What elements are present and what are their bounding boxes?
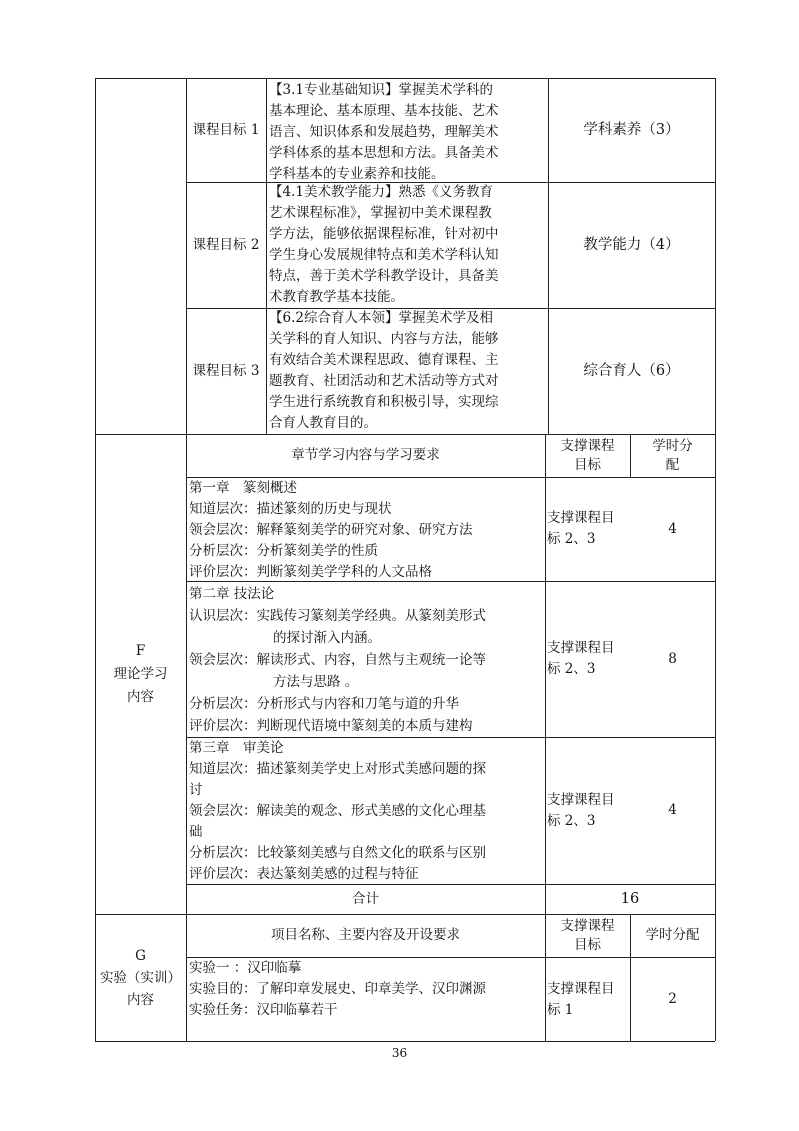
text-line: 基本理论、基本原理、基本技能、艺术 <box>269 103 499 119</box>
text-line: 有效结合美术课程思政、德育课程、主 <box>269 352 499 368</box>
text-line: 评价层次：判断现代语境中篆刻美的本质与建构 <box>189 718 473 734</box>
text-line: 【4.1美术教学能力】熟悉《义务教育 <box>269 184 493 200</box>
chapter-support: 支撑课程目 标 2、3 <box>547 640 615 677</box>
goal-description <box>267 80 548 185</box>
text-line: 知道层次：描述篆刻的历史与现状 <box>189 501 392 517</box>
text-line: 学科基本的专业素养和技能。 <box>269 166 445 182</box>
practice-item-hours: 2 <box>668 990 677 1007</box>
text-line: 【3.1专业基础知识】掌握美术学科的 <box>269 82 493 98</box>
goal-description <box>267 308 548 434</box>
chapter-content <box>187 738 545 885</box>
text-line: 学生进行系统教育和积极引导，实现综 <box>269 394 499 410</box>
text-line: 合育人教育目的。 <box>269 415 377 431</box>
practice-header-content: 项目名称、主要内容及开设要求 <box>271 927 460 943</box>
chapter-support: 支撑课程目 标 2、3 <box>547 510 615 547</box>
text-line: 领会层次：解读形式、内容，自然与主观统一论等 <box>189 652 486 668</box>
chapter-content <box>187 583 545 737</box>
table-rule <box>545 434 546 914</box>
text-line: 分析层次：分析篆刻美学的性质 <box>189 543 378 559</box>
practice-header-hours: 学时分配 <box>645 927 700 943</box>
goal-support: 学科素养（3） <box>583 121 680 138</box>
text-line: 特点，善于美术学科教学设计，具备美 <box>269 268 499 284</box>
practice-item-content <box>187 958 545 1021</box>
text-line: 领会层次：解释篆刻美学的研究对象、研究方法 <box>189 522 473 538</box>
text-line: 领会层次：解读美的观念、形式美感的文化心理基 <box>189 803 486 819</box>
goal-label: 课程目标 2 <box>192 236 260 253</box>
text-line: 题教育、社团活动和艺术活动等方式对 <box>269 373 499 389</box>
table-rule <box>715 78 716 1041</box>
text-line: 评价层次：表达篆刻美感的过程与特征 <box>189 866 419 882</box>
chapter-hours: 4 <box>668 802 677 818</box>
text-line: 的探讨渐入内涵。 <box>273 630 381 646</box>
text-line: 【6.2综合育人本领】掌握美术学及相 <box>269 310 493 326</box>
chapter-support: 支撑课程目 标 2、3 <box>547 791 615 829</box>
text-line: 础 <box>189 824 203 840</box>
goal-description <box>267 182 548 308</box>
table-rule <box>95 1041 715 1042</box>
goal-label: 课程目标 3 <box>192 362 260 379</box>
text-line: 第一章 篆刻概述 <box>189 480 297 496</box>
text-line: 评价层次：判断篆刻美学学科的人文品格 <box>189 564 432 580</box>
text-line: 第二章 技法论 <box>189 586 275 602</box>
goal-support: 教学能力（4） <box>583 236 680 253</box>
text-line: 学方法，能够依据课程标准，针对初中 <box>269 226 499 242</box>
total-value: 16 <box>620 890 640 907</box>
text-line: 认识层次：实践传习篆刻美学经典。从篆刻美形式 <box>189 608 486 624</box>
text-line: 术教育教学基本技能。 <box>269 289 404 305</box>
chapter-content <box>187 478 545 583</box>
page-number: 36 <box>391 1046 408 1060</box>
theory-header-support: 支撑课程 目标 <box>560 437 615 473</box>
text-line: 知道层次：描述篆刻美学史上对形式美感问题的探 <box>189 761 486 777</box>
practice-header-support: 支撑课程 目标 <box>560 917 615 953</box>
text-line: 第三章 审美论 <box>189 740 284 756</box>
goal-label: 课程目标 1 <box>192 121 260 138</box>
text-line: 学生身心发展规律特点和美术学科认知 <box>269 247 499 263</box>
chapter-hours: 4 <box>668 520 677 537</box>
theory-header-hours: 学时分 配 <box>652 437 693 473</box>
section-label-theory: F 理论学习 内容 <box>113 642 168 705</box>
text-line: 讨 <box>189 782 203 798</box>
chapter-hours: 8 <box>668 650 677 667</box>
text-line: 分析层次：分析形式与内容和刀笔与道的升华 <box>189 696 459 712</box>
text-line: 分析层次：比较篆刻美感与自然文化的联系与区别 <box>189 845 486 861</box>
goal-support: 综合育人（6） <box>583 362 680 379</box>
text-line: 学科体系的基本思想和方法。具备美术 <box>269 145 499 161</box>
practice-item-support: 支撑课程目 标 1 <box>547 981 615 1018</box>
text-line: 关学科的育人知识、内容与方法，能够 <box>269 331 499 347</box>
text-line: 实验一 ：汉印临摹 <box>189 960 302 976</box>
text-line: 实验目的：了解印章发展史、印章美学、汉印渊源 <box>189 981 486 997</box>
text-line: 实验任务：汉印临摹若干 <box>189 1002 338 1018</box>
text-line: 方法与思路 。 <box>273 674 359 690</box>
section-label-practice: G 实验（实训） 内容 <box>100 947 181 1008</box>
total-label: 合计 <box>352 890 379 907</box>
theory-header-content: 章节学习内容与学习要求 <box>291 447 440 463</box>
text-line: 艺术课程标准》，掌握初中美术课程教 <box>269 205 492 221</box>
text-line: 语言、知识体系和发展趋势，理解美术 <box>269 124 499 140</box>
